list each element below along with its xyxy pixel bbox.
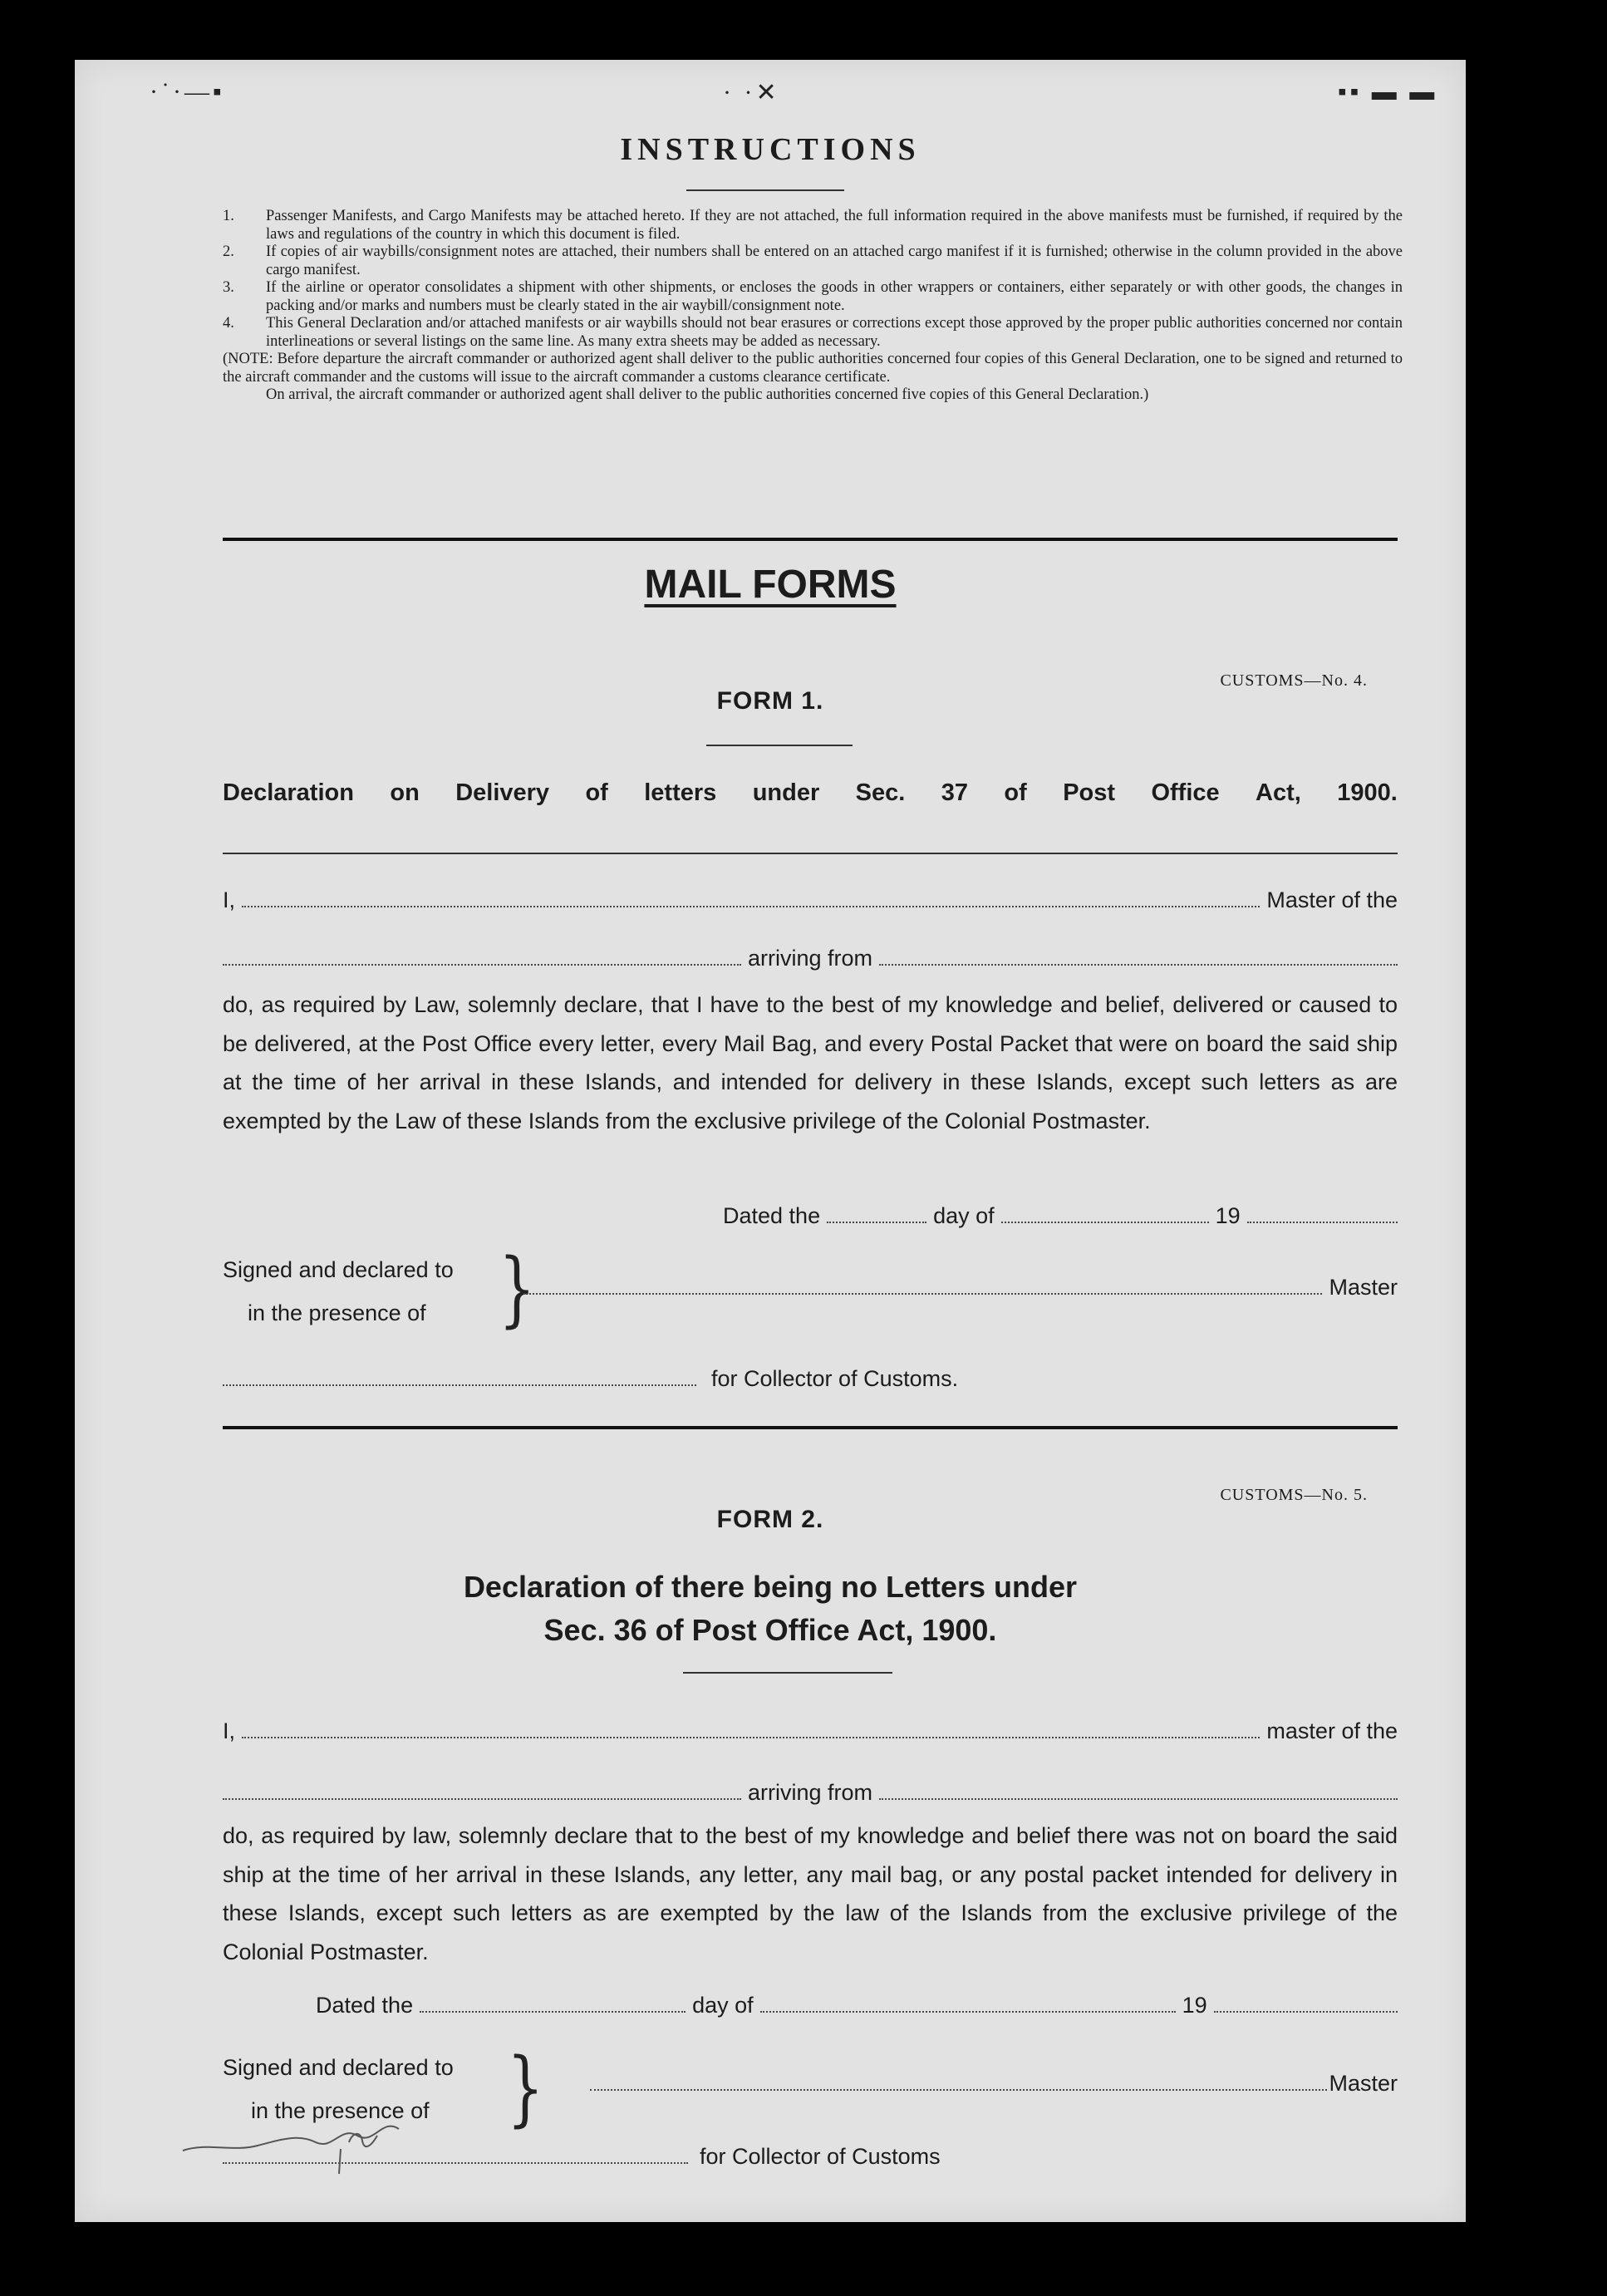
form1-year-prefix: 19 [1215,1203,1241,1228]
instruction-text: Passenger Manifests, and Cargo Manifests may be attached hereto. If they are not attached, the full information required in the above manifests must be furnished, if required by the laws and regulations of the country in which this document is filed. [266,208,1403,243]
instruction-text: If copies of air waybills/consignment notes are attached, their numbers shall be entered on an attached cargo manifest if it is furnished; otherwise in the column provided in the above cargo manifest. [266,243,1403,278]
form1-dated-label: Dated the [723,1203,821,1228]
form1-collector-label: for Collector of Customs. [711,1366,959,1391]
form1-master-signature-blank[interactable] [523,1292,1322,1295]
form1-heading-word: of [1004,779,1027,806]
form1-brace: } [499,1241,536,1337]
form1-signed-line1: Signed and declared to [223,1257,454,1282]
form2-month-blank[interactable] [760,2010,1176,2013]
form1-dated-line [723,1203,1398,1229]
form1-label: FORM 1. [716,687,824,715]
form2-dated-label: Dated the [316,1993,414,2018]
form2-year-blank[interactable] [1214,2010,1398,2013]
instruction-item [223,208,1403,243]
instruction-item [223,279,1403,315]
form1-heading-word: Declaration [223,779,354,806]
instructions-underline [686,189,844,191]
form1-year-blank[interactable] [1247,1221,1398,1223]
edge-mark-center: · ·✕ [723,79,780,106]
form1-heading-word: on [390,779,420,806]
form1-heading-word: 37 [941,779,969,806]
form2-customs-number: CUSTOMS—No. 5. [1220,1486,1368,1504]
section-divider [223,538,1398,541]
forms-divider [223,1426,1398,1429]
instruction-text: If the airline or operator consolidates a shipment with other shipments, or encloses the goods in other wrappers or containers, either separately or with other goods, the changes in packing and/or marks and numbers must be clearly stated in the air waybill/consignment note. [266,279,1403,314]
instructions-list [223,208,1403,405]
form2-collector-label: for Collector of Customs [700,2144,941,2169]
form1-origin-blank[interactable] [879,963,1398,966]
form1-ship-name-blank[interactable] [223,963,741,966]
instruction-item [223,315,1403,351]
form1-heading-rule [223,853,1398,854]
form2-master-line [223,1718,1398,1744]
form2-declaration-body: do, as required by law, solemnly declare that to the best of my knowledge and belief there was not on board the said ship at the time of her arrival in these Islands, any letter, any mail bag, or any postal packet intended for delivery in these Islands, except such letters as are exempted by the law of the Islands from the exclusive privilege of the Colonial Postmaster. [223,1823,1398,1964]
instruction-note-arrival: On arrival, the aircraft commander or authorized agent shall deliver to the public authorities concerned five copies of this General Declaration.) [266,386,1149,403]
form1-collector-signature-blank[interactable] [223,1384,696,1386]
form2-master-signature-line [590,2071,1398,2097]
form1-heading-word: Sec. [855,779,906,806]
form2-master-name-blank[interactable] [242,1736,1260,1738]
form2-date-blank[interactable] [420,2010,686,2013]
form1-heading-word: 1900. [1337,779,1398,806]
instructions-title: INSTRUCTIONS [620,132,921,167]
form2-day-of-label: day of [692,1993,754,2018]
form2-label: FORM 2. [716,1506,824,1533]
handwritten-signature-scrawl [174,2092,415,2176]
form1-month-blank[interactable] [1001,1221,1209,1223]
form2-brace: } [507,2040,544,2136]
form1-heading [223,779,1398,807]
form2-origin-blank[interactable] [879,1797,1398,1800]
form1-heading-word: letters [644,779,717,806]
form1-heading-word: of [585,779,608,806]
form1-date-blank[interactable] [827,1221,926,1223]
form2-signed-line2: in the presence of [251,2098,430,2123]
instruction-note-departure: (NOTE: Before departure the aircraft commander or authorized agent shall deliver to the public authorities concerned four copies of this General Declaration, one to be signed and returned to the aircraft commander and the customs will issue to the aircraft commander a customs clearance certificate. [223,351,1403,386]
form1-heading-word: Delivery [455,779,550,806]
edge-mark-left: ·˙·—▪ [150,78,225,106]
form1-arriving-from-label: arriving from [747,946,873,971]
instruction-item [223,243,1403,279]
form1-customs-number: CUSTOMS—No. 4. [1220,671,1368,690]
form1-label-rule [706,745,853,746]
document-page [75,60,1466,2222]
form1-heading-word: Act, [1256,779,1301,806]
form2-ship-name-blank[interactable] [223,1797,741,1800]
form2-year-prefix: 19 [1182,1993,1207,2018]
form2-arriving-line [223,1780,1398,1806]
form1-master-name-blank[interactable] [242,905,1260,907]
form1-day-of-label: day of [933,1203,995,1228]
form2-line-start: I, [223,1718,236,1743]
form1-line-end: Master of the [1266,887,1398,912]
form1-master-line [223,887,1398,913]
form2-arriving-from-label: arriving from [747,1780,873,1805]
form2-signed-line1: Signed and declared to [223,2055,454,2080]
form2-master-signature-blank[interactable] [590,2088,1327,2091]
form1-line-start: I, [223,887,236,912]
form1-arriving-line [223,946,1398,971]
instruction-text: This General Declaration and/or attached manifests or air waybills should not bear erasures or corrections except those approved by the proper public authorities concerned nor contain interlineations or several listings on the same line. As many extra sheets may be added as necessary. [266,315,1403,350]
form2-heading [75,1566,1466,1652]
form1-declaration-body: do, as required by Law, solemnly declare, that I have to the best of my knowledge and belief, delivered or caused to be delivered, at the Post Office every letter, every Mail Bag, and every Postal Packet that were on board the said ship at the time of her arrival in these Islands, and intended for delivery in these Islands, except such letters as are exempted by the Law of these Islands from the exclusive privilege of the Colonial Postmaster. [223,992,1398,1133]
form1-master-signature-line [523,1275,1398,1300]
form2-dated-line [316,1993,1398,2018]
form2-master-label: Master [1329,2071,1398,2096]
form1-heading-word: Office [1151,779,1220,806]
form1-heading-word: under [752,779,820,806]
instruction-number: 3. [223,279,234,296]
mail-forms-title: MAIL FORMS [644,563,897,607]
form2-heading-line2: Sec. 36 of Post Office Act, 1900. [543,1613,997,1647]
form1-signed-label [223,1248,454,1335]
form1-collector-line [223,1366,1037,1392]
form2-heading-rule [683,1672,892,1674]
form2-line-end: master of the [1266,1718,1398,1743]
form2-heading-line1: Declaration of there being no Letters under [463,1570,1078,1604]
instruction-number: 4. [223,315,234,332]
form1-master-label: Master [1329,1275,1398,1300]
edge-mark-right: ▪▪ ▬ ▬ [1338,78,1438,106]
form1-signed-line2: in the presence of [248,1300,426,1325]
instruction-number: 1. [223,208,234,224]
form1-heading-word: Post [1063,779,1116,806]
instruction-number: 2. [223,243,234,260]
